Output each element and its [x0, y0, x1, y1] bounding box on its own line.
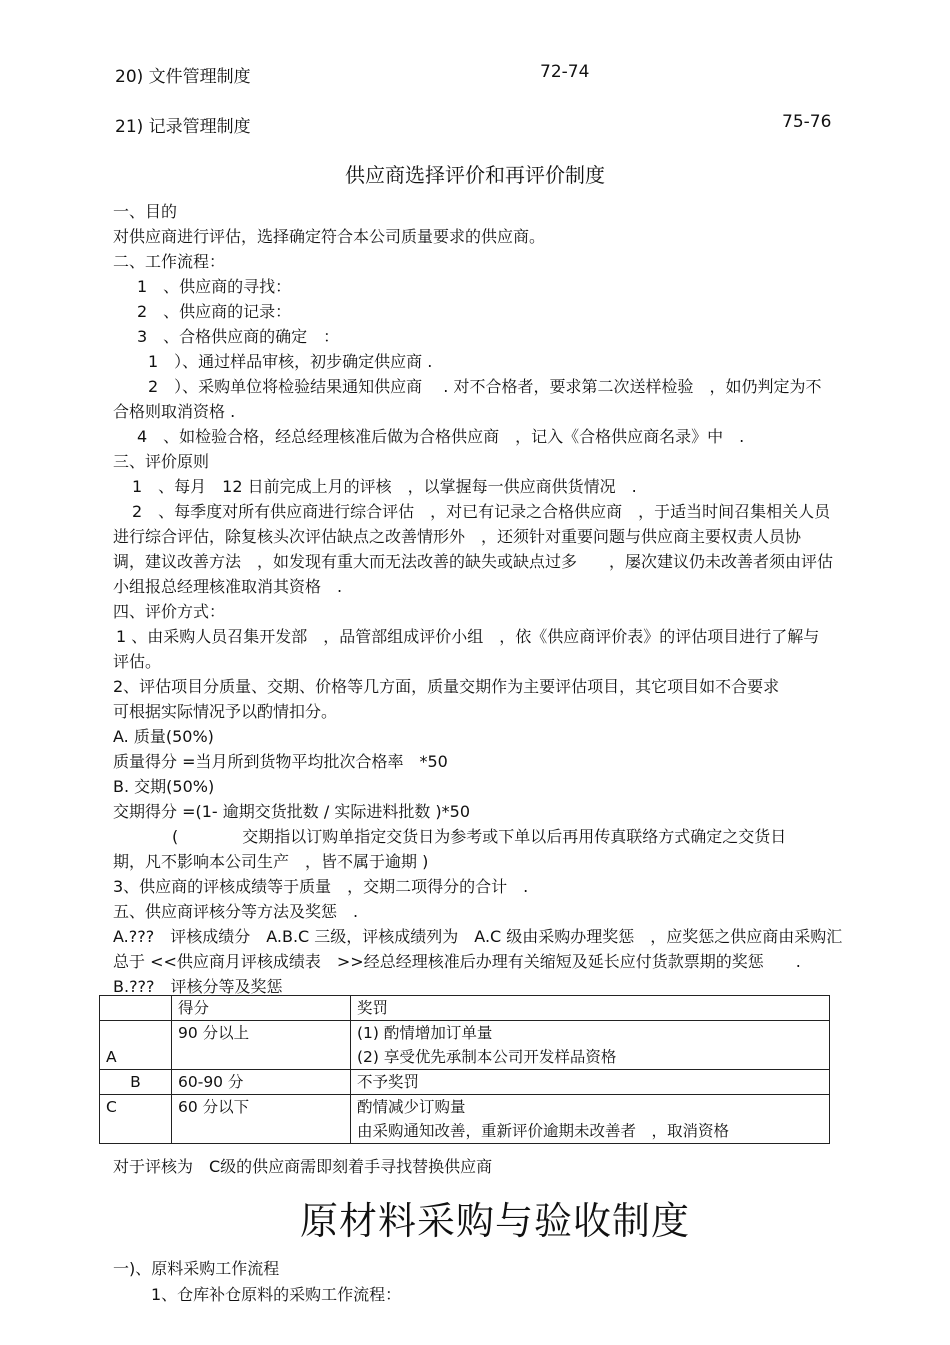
body-line: 1、仓库补仓原料的采购工作流程：: [151, 1285, 402, 1304]
body-line: 一、目的: [113, 202, 178, 221]
reward-cell: [351, 1070, 830, 1095]
reward-cell: [351, 1095, 830, 1144]
body-line: 交期得分 =(1- 逾期交货批数 / 实际进料批数 )*50: [113, 802, 471, 821]
body-line: 进行综合评估，除复核头次评估缺点之改善情形外 ，还须针对重要问题与供应商主要权责人员协: [113, 527, 802, 546]
body-line: 四、评价方式：: [113, 602, 226, 621]
body-line: 三、评价原则: [113, 452, 210, 471]
toc-item-label: 21) 记录管理制度: [115, 117, 251, 137]
grading-table: [99, 995, 830, 1144]
table-note: 对于评核为 C级的供应商需即刻着手寻找替换供应商: [113, 1157, 493, 1176]
reward-cell: [351, 1021, 830, 1070]
body-line: 1 、供应商的寻找：: [137, 277, 292, 296]
body-line: 3、供应商的评核成绩等于质量 ，交期二项得分的合计 .: [113, 877, 529, 896]
table-header-cell: 得分: [172, 996, 351, 1021]
toc-item-pages: 75-76: [782, 112, 832, 132]
body-line: 2 、供应商的记录：: [137, 302, 292, 321]
reward-line: 酌情减少订购量: [357, 1098, 466, 1116]
table-header-row: [100, 996, 830, 1021]
body-line: A. 质量(50%): [113, 727, 214, 746]
reward-line: (1) 酌情增加订单量: [357, 1024, 493, 1042]
body-line: ( 交期指以订购单指定交货日为参考或下单以后再用传真联络方式确定之交货日: [172, 827, 787, 846]
body-line: 1 、每月 12 日前完成上月的评核 ，以掌握每一供应商供货情况 .: [132, 477, 637, 496]
body-line: B.??? 评核分等及奖惩: [113, 977, 283, 996]
body-line: 评估。: [113, 652, 162, 671]
body-line: 对供应商进行评估，选择确定符合本公司质量要求的供应商。: [113, 227, 546, 246]
score-cell: 60-90 分: [172, 1070, 351, 1095]
reward-line: 不予奖罚: [357, 1073, 420, 1091]
table-row: [100, 1021, 830, 1070]
body-line: 调，建议改善方法 ，如发现有重大而无法改善的缺失或缺点过多 ，屡次建议仍未改善者须由评估: [113, 552, 834, 571]
body-line: 1 、由采购人员召集开发部 ，品管部组成评价小组 ，依《供应商评价表》的评估项目进行了解与: [116, 627, 820, 646]
body-line: 1 ）、通过样品审核，初步确定供应商 .: [148, 352, 433, 371]
body-line: 二、工作流程：: [113, 252, 226, 271]
body-line: 一)、原料采购工作流程: [113, 1259, 280, 1278]
body-line: 2、评估项目分质量、交期、价格等几方面，质量交期作为主要评估项目，其它项目如不合要求: [113, 677, 780, 696]
reward-line: (2) 享受优先承制本公司开发样品资格: [357, 1048, 617, 1066]
body-line: 4 、如检验合格，经总经理核准后做为合格供应商 ，记入《合格供应商名录》中 .: [137, 427, 745, 446]
body-line: 期，凡不影响本公司生产 ，皆不属于逾期 ): [113, 852, 429, 871]
grade-cell: B: [100, 1070, 172, 1095]
body-line: 小组报总经理核准取消其资格 .: [113, 577, 343, 596]
section-title: 供应商选择评价和再评价制度: [345, 163, 605, 187]
grade-cell: A: [100, 1021, 172, 1070]
body-line: 3 、合格供应商的确定 ：: [137, 327, 340, 346]
body-line: 合格则取消资格 .: [113, 402, 236, 421]
body-line: 质量得分 =当月所到货物平均批次合格率 *50: [113, 752, 448, 771]
toc-item-label: 20) 文件管理制度: [115, 67, 251, 87]
toc-item-pages: 72-74: [540, 62, 590, 82]
body-line: 五、供应商评核分等方法及奖惩 .: [113, 902, 359, 921]
table-row: [100, 1095, 830, 1144]
body-line: 可根据实际情况予以酌情扣分。: [113, 702, 338, 721]
table-header-cell: 奖罚: [351, 996, 830, 1021]
body-line: B. 交期(50%): [113, 777, 215, 796]
table-row: [100, 1070, 830, 1095]
score-cell: 60 分以下: [172, 1095, 351, 1144]
body-line: A.??? 评核成绩分 A.B.C 三级，评核成绩列为 A.C 级由采购办理奖惩 ，应奖惩之供应商由采购汇: [113, 927, 843, 946]
grade-cell: C: [100, 1095, 172, 1144]
score-cell: 90 分以上: [172, 1021, 351, 1070]
table-header-cell: [100, 996, 172, 1021]
body-line: 2 、每季度对所有供应商进行综合评估 ，对已有记录之合格供应商 ，于适当时间召集相关人员: [132, 502, 831, 521]
body-line: 2 ）、采购单位将检验结果通知供应商 . 对不合格者，要求第二次送样检验 ，如仍判定为不: [148, 377, 822, 396]
section-title-large: 原材料采购与验收制度: [299, 1199, 690, 1243]
reward-line: 由采购通知改善，重新评价逾期未改善者 ，取消资格: [357, 1122, 730, 1140]
body-line: 总于 <<供应商月评核成绩表 >>经总经理核准后办理有关缩短及延长应付货款票期的奖惩 .: [113, 952, 801, 971]
